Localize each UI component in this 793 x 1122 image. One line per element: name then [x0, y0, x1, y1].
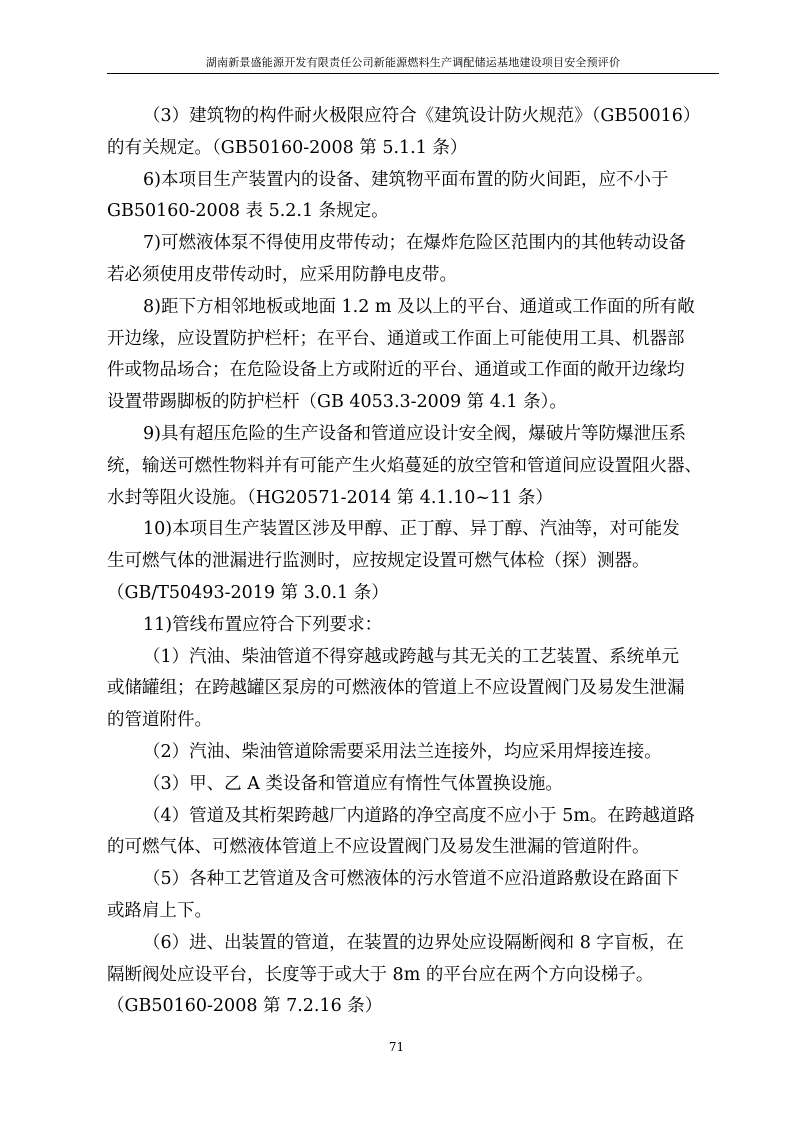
text-line: 7)可燃液体泵不得使用皮带传动；在爆炸危险区范围内的其他转动设备: [143, 233, 686, 254]
text-line: 隔断阀处应设平台，长度等于或大于 8m 的平台应在两个方向设梯子。: [107, 964, 654, 985]
text-line: （3）建筑物的构件耐火极限应符合《建筑设计防火规范》（GB50016）: [143, 106, 701, 126]
text-line: （1）汽油、柴油管道不得穿越或跨越与其无关的工艺装置、系统单元: [143, 646, 680, 667]
text-line: （GB50160-2008 第 7.2.16 条）: [107, 996, 383, 1017]
text-line: 的可燃气体、可燃液体管道上不应设置阀门及易发生泄漏的管道附件。: [107, 837, 650, 858]
text-line: 设置带踢脚板的防护栏杆（GB 4053.3-2009 第 4.1 条）。: [107, 392, 567, 413]
page-number: 71: [388, 1040, 405, 1054]
text-line: GB50160-2008 表 5.2.1 条规定。: [107, 201, 389, 222]
text-line: 件或物品场合；在危险设备上方或附近的平台、通道或工作面的敞开边缘均: [107, 360, 685, 381]
text-line: 的有关规定。（GB50160-2008 第 5.1.1 条）: [107, 137, 468, 158]
text-line: 水封等阻火设施。（HG20571-2014 第 4.1.10~11 条）: [107, 487, 553, 508]
text-line: 6)本项目生产装置内的设备、建筑物平面布置的防火间距，应不小于: [143, 169, 669, 190]
text-line: （GB/T50493-2019 第 3.0.1 条）: [107, 582, 389, 603]
text-line: 统，输送可燃性物料并有可能产生火焰蔓延的放空管和管道间应设置阻火器、: [107, 455, 702, 476]
header-divider: [107, 73, 719, 74]
text-line: （4）管道及其桁架跨越厂内道路的净空高度不应小于 5m。在跨越道路: [143, 805, 695, 826]
text-line: （6）进、出装置的管道，在装置的边界处应设隔断阀和 8 字盲板，在: [143, 932, 684, 953]
text-line: 11)管线布置应符合下列要求：: [143, 614, 383, 635]
text-line: 8)距下方相邻地板或地面 1.2 m 及以上的平台、通道或工作面的所有敞: [143, 296, 695, 317]
text-line: 的管道附件。: [107, 710, 212, 731]
text-line: （2）汽油、柴油管道除需要采用法兰连接外，均应采用焊接连接。: [143, 741, 662, 762]
text-line: （5）各种工艺管道及含可燃液体的污水管道不应沿道路敷设在路面下: [143, 869, 680, 890]
text-line: 生可燃气体的泄漏进行监测时，应按规定设置可燃气体检（探）测器。: [107, 551, 650, 572]
text-line: 9)具有超压危险的生产设备和管道应设计安全阀，爆破片等防爆泄压系: [143, 423, 686, 444]
text-line: 若必须使用皮带传动时，应采用防静电皮带。: [107, 264, 457, 285]
text-line: 或路肩上下。: [107, 900, 212, 921]
document-body: [107, 101, 719, 1023]
text-line: 开边缘，应设置防护栏杆；在平台、通道或工作面上可能使用工具、机器部: [107, 328, 685, 349]
page-header: 湖南新景盛能源开发有限责任公司新能源燃料生产调配储运基地建设项目安全预评价: [205, 56, 621, 69]
text-line: （3）甲、乙 A 类设备和管道应有惰性气体置换设施。: [143, 773, 563, 794]
text-line: 10)本项目生产装置区涉及甲醇、正丁醇、异丁醇、汽油等，对可能发: [143, 519, 680, 540]
text-line: 或储罐组；在跨越罐区泵房的可燃液体的管道上不应设置阀门及易发生泄漏: [107, 678, 685, 699]
